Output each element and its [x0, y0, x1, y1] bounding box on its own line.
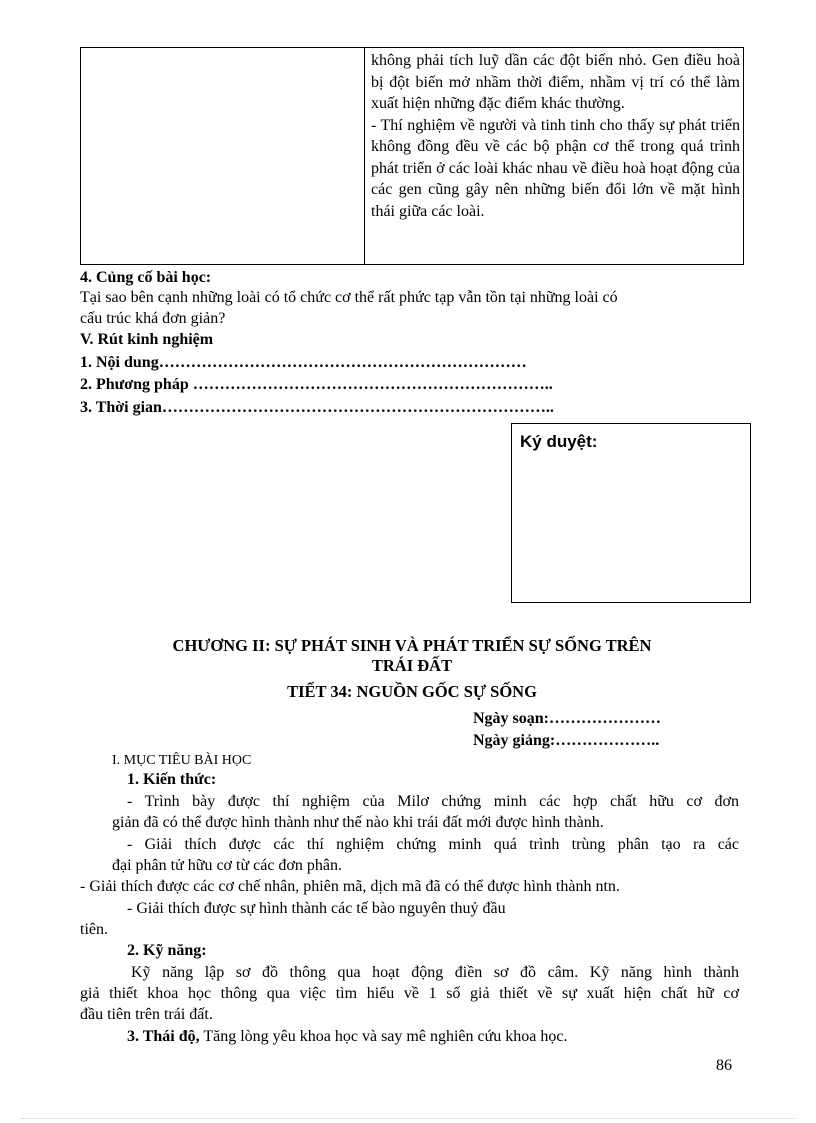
section5-item-content: 1. Nội dung……………………………………………………………	[80, 354, 527, 371]
skills-line1: Kỹ năng lập sơ đồ thông qua hoạt động điền sơ đồ câm. Kỹ năng hình thành	[131, 964, 739, 981]
skills-heading: 2. Kỹ năng:	[127, 942, 207, 959]
approval-label: Ký duyệt:	[520, 432, 598, 451]
section5-item-method: 2. Phương pháp …………………………………………………………..	[80, 376, 553, 393]
table-right-cell	[371, 50, 740, 222]
attitude-text: Tăng lòng yêu khoa học và say mê nghiên cứu khoa học.	[199, 1028, 568, 1045]
chapter-title-line2: TRÁI ĐẤT	[371, 656, 453, 675]
table-cell-paragraph: - Thí nghiệm về người và tinh tinh cho thấy sự phát triển không đồng đều về các bộ phận cơ thể trong quá trình phát triển ở các loài khác nhau về điều hoà hoạt động của các gen cũng gây nên những biến đổi lớn về mặt hình thái giữa các loài.	[371, 116, 740, 220]
skills-line3: đầu tiên trên trái đất.	[80, 1006, 213, 1023]
knowledge-item4-line2: tiên.	[80, 921, 108, 938]
section5-heading: V. Rút kinh nghiệm	[80, 331, 214, 348]
date-prepared: Ngày soạn:…………………	[473, 710, 662, 727]
table-column-divider	[364, 48, 365, 264]
section4-question-line1: Tại sao bên cạnh những loài có tổ chức cơ thể rất phức tạp vẫn tồn tại những loài có	[80, 289, 618, 306]
attitude-heading: 3. Thái độ,	[127, 1028, 200, 1045]
section4-question-line2: cấu trúc khá đơn giản?	[80, 310, 226, 327]
knowledge-item1-line2: giản đã có thể được hình thành như thế nào khi trái đất mới được hình thành.	[112, 814, 604, 831]
section5-item-time: 3. Thời gian………………………………………………………………..	[80, 399, 554, 416]
page-number: 86	[716, 1057, 732, 1074]
attitude-paragraph	[127, 1027, 567, 1047]
section4-heading: 4. Củng cố bài học:	[80, 269, 212, 286]
knowledge-item2-line2: đại phân tử hữu cơ từ các đơn phân.	[112, 857, 342, 874]
knowledge-item2-line1: - Giải thích được các thí nghiệm chứng minh quá trình trùng phân tạo ra các	[127, 836, 739, 853]
page-bottom-divider	[20, 1118, 796, 1119]
knowledge-item4-line1: - Giải thích được sự hình thành các tế bào nguyên thuỷ đầu	[127, 900, 506, 917]
content-table	[80, 47, 744, 265]
knowledge-item3: - Giải thích được các cơ chế nhân, phiên mã, dịch mã đã có thể được hình thành ntn.	[80, 878, 620, 895]
lesson-title: TIẾT 34: NGUỒN GỐC SỰ SỐNG	[287, 682, 537, 701]
table-cell-paragraph: không phải tích luỹ dần các đột biến nhỏ. Gen điều hoà bị đột biến mở nhầm thời điểm, nhầm vị trí có thể làm xuất hiện những đặc điểm khác thường.	[371, 52, 740, 112]
knowledge-heading: 1. Kiến thức:	[127, 771, 217, 788]
objectives-heading: I. MỤC TIÊU BÀI HỌC	[112, 753, 252, 768]
date-taught: Ngày giảng:………………..	[473, 732, 660, 749]
skills-line2: giả thiết khoa học thông qua việc tìm hiểu về 1 số giả thiết về sự xuất hiện chất hữ cơ	[80, 985, 739, 1002]
approval-box	[511, 423, 751, 603]
chapter-title-line1: CHƯƠNG II: SỰ PHÁT SINH VÀ PHÁT TRIỂN SỰ SỐNG TRÊN	[172, 636, 652, 655]
knowledge-item1-line1: - Trình bày được thí nghiệm của Milơ chứng minh các hợp chất hữu cơ đơn	[127, 793, 739, 810]
